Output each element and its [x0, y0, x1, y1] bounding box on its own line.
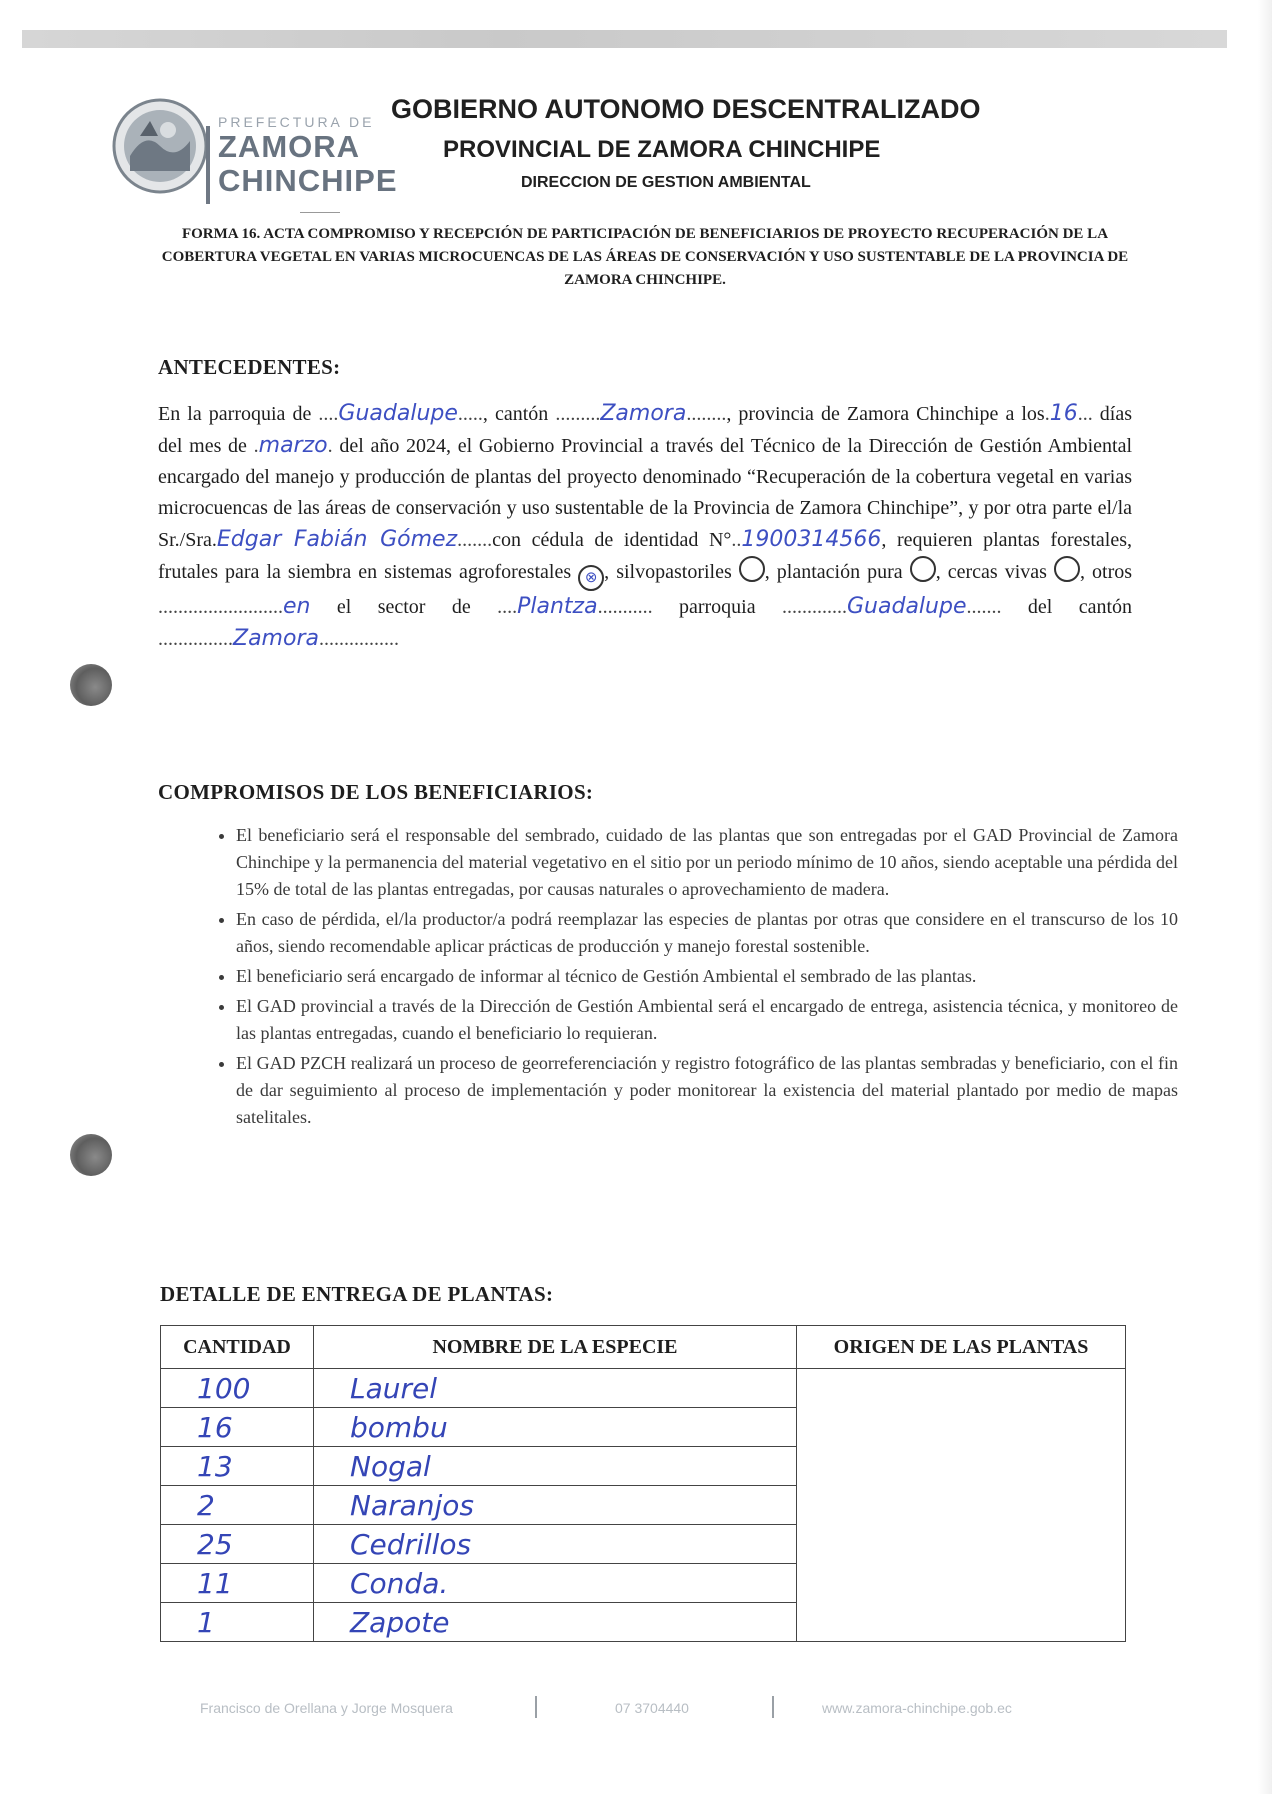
cell-especie: Nogal — [314, 1447, 797, 1486]
compromisos-list — [192, 822, 1178, 1134]
table-row — [161, 1369, 1126, 1408]
text-segment: , plantación pura — [764, 561, 903, 583]
col-cantidad: CANTIDAD — [161, 1326, 314, 1369]
cell-especie: Zapote — [314, 1603, 797, 1642]
compromiso-item: • En caso de pérdida, el/la productor/a podrá reemplazar las especies de plantas por otras que considere en el transcurso de los 10 años, siendo recomendable aplicar prácticas de producción y manejo forestal sostenible. — [236, 906, 1178, 960]
text-segment: con cédula de identidad N° — [492, 529, 732, 551]
punch-hole-top — [70, 664, 112, 706]
field-dia: 16 — [1049, 401, 1078, 426]
footer-separator — [772, 1696, 774, 1718]
antecedentes-paragraph: En la parroquia de ....Guadalupe....., cantón .........Zamora........, provincia de Zamora Chinchipe a los.16... días del mes de .marzo. del año 2024, el Gobierno Provincial a través del Técnico de la Dirección de Gestión Ambiental encargado del manejo y producción de plantas del proyecto denominado “Recuperación de la cobertura vegetal en varias microcuencas de las áreas de conservación y uso sustentable de la Provincia de Zamora Chinchipe”, y por otra parte el/la Sr./Sra.Edgar Fabián Gómez.......con cédula de identidad N°..1900314566, requieren plantas forestales, frutales para la siembra en sistemas agroforestales ⊗ , silvopastoriles , plantación pura , cercas vivas , otros .........................en el sector de ....Plantza........... parroquia .............Guadalupe....... del cantón ...............Zamora................ — [158, 401, 1133, 651]
cell-especie: Laurel — [314, 1369, 797, 1408]
footer-web: www.zamora-chinchipe.gob.ec — [822, 1700, 1012, 1716]
text-segment: , silvopastoriles — [604, 561, 732, 583]
plants-table — [160, 1325, 1126, 1642]
form-title: FORMA 16. ACTA COMPROMISO Y RECEPCIÓN DE PARTICIPACIÓN DE BENEFICIARIOS DE PROYECTO RECUPERACIÓN DE LA COBERTURA VEGETAL EN VARIAS MICROCUENCAS DE LAS ÁREAS DE CONSERVACIÓN Y USO SUSTENTABLE DE LA PROVINCIA DE ZAMORA CHINCHIPE. — [161, 226, 1129, 288]
scan-edge — [1258, 0, 1272, 1794]
field-sector: Plantza — [517, 594, 598, 619]
text-segment: del cantón — [1027, 596, 1133, 618]
text-segment: del año 2024, el Gobierno Provincial a través del Técnico de la Dirección de Gestión Ambiental encargado del manejo y producción de plantas del proyecto denominado “Recuperación de la cobertura vegetal en varias microcuencas de las áreas de conservación y uso sustentable de la Provincia de Zamora Chinchipe”, y por otra parte el/la Sr./Sra. — [158, 435, 1133, 551]
brand-logotype — [218, 114, 398, 198]
prefectura-seal-icon — [110, 96, 210, 196]
brand-line-2: CHINCHIPE — [218, 163, 398, 198]
cell-cantidad: 13 — [161, 1447, 314, 1486]
compromisos-heading: COMPROMISOS DE LOS BENEFICIARIOS: — [158, 780, 594, 804]
cell-cantidad: 2 — [161, 1486, 314, 1525]
scan-artifact-bar — [22, 30, 1227, 48]
detalle-heading: DETALLE DE ENTREGA DE PLANTAS: — [160, 1282, 554, 1306]
footer-address: Francisco de Orellana y Jorge Mosquera — [200, 1700, 453, 1716]
cell-cantidad: 16 — [161, 1408, 314, 1447]
brand-line-1: ZAMORA — [218, 129, 361, 164]
col-origen: ORIGEN DE LAS PLANTAS — [797, 1326, 1126, 1369]
cell-cantidad: 25 — [161, 1525, 314, 1564]
cell-origen — [797, 1369, 1126, 1642]
cell-especie: Cedrillos — [314, 1525, 797, 1564]
cell-especie: Naranjos — [314, 1486, 797, 1525]
header-rule — [300, 212, 340, 213]
text-segment: días del mes de — [158, 403, 1132, 457]
field-en: en — [283, 594, 311, 619]
footer-phone: 07 3704440 — [615, 1700, 689, 1716]
text-segment: el sector de — [336, 596, 471, 618]
compromiso-item: • El beneficiario será encargado de informar al técnico de Gestión Ambiental el sembrado de las plantas. — [236, 963, 1178, 990]
cell-cantidad: 11 — [161, 1564, 314, 1603]
compromiso-item: • El GAD provincial a través de la Dirección de Gestión Ambiental será el encargado de entrega, asistencia técnica, y monitoreo de las plantas entregadas, cuando el beneficiario lo requieran. — [236, 993, 1178, 1047]
field-beneficiario: Edgar Fabián Gómez — [216, 527, 458, 552]
field-parroquia-2: Guadalupe — [847, 594, 967, 619]
field-parroquia: Guadalupe — [338, 401, 458, 426]
text-segment: , cantón — [482, 403, 549, 425]
checkbox-agroforestales[interactable]: ⊗ — [578, 565, 604, 591]
header-title-3: DIRECCION DE GESTION AMBIENTAL — [521, 174, 811, 191]
text-segment: , otros — [1079, 561, 1133, 583]
compromiso-item: • El GAD PZCH realizará un proceso de georreferenciación y registro fotográfico de las plantas sembradas y beneficiario, con el fin de dar seguimiento al proceso de implementación y poder monitorear la existencia del material plantado por medio de mapas satelitales. — [236, 1050, 1178, 1131]
checkbox-cercas-vivas[interactable] — [1054, 556, 1080, 582]
checkbox-silvopastoriles[interactable] — [739, 556, 765, 582]
field-canton-2: Zamora — [233, 626, 319, 651]
cell-especie: bombu — [314, 1408, 797, 1447]
footer-separator — [535, 1696, 537, 1718]
cell-especie: Conda. — [314, 1564, 797, 1603]
brand-small: PREFECTURA DE — [218, 114, 375, 130]
field-canton: Zamora — [600, 401, 687, 426]
antecedentes-heading: ANTECEDENTES: — [158, 355, 341, 379]
text-segment: , cercas vivas — [935, 561, 1047, 583]
cell-cantidad: 100 — [161, 1369, 314, 1408]
punch-hole-bottom — [70, 1134, 112, 1176]
col-especie: NOMBRE DE LA ESPECIE — [314, 1326, 797, 1369]
text-segment: , provincia de Zamora Chinchipe a los — [726, 403, 1045, 425]
field-cedula: 1900314566 — [741, 527, 882, 552]
text-segment: En la parroquia de — [158, 403, 312, 425]
table-header-row — [161, 1326, 1126, 1369]
compromiso-item: • El beneficiario será el responsable del sembrado, cuidado de las plantas que son entregadas por el GAD Provincial de Zamora Chinchipe y la permanencia del material vegetativo en el sitio por un periodo mínimo de 10 años, siendo aceptable una pérdida del 15% de total de las plantas entregadas, por causas naturales o aprovechamiento de madera. — [236, 822, 1178, 903]
text-segment: parroquia — [678, 596, 756, 618]
field-mes: marzo — [258, 433, 328, 458]
header-title-2: PROVINCIAL DE ZAMORA CHINCHIPE — [443, 136, 881, 163]
brand-divider — [206, 126, 210, 204]
header-title-1: GOBIERNO AUTONOMO DESCENTRALIZADO — [391, 94, 981, 124]
checkbox-plantacion-pura[interactable] — [910, 556, 936, 582]
text-segment: , requieren plantas forestales, frutales para la siembra en sistemas agroforestales — [158, 529, 1132, 583]
cell-cantidad: 1 — [161, 1603, 314, 1642]
